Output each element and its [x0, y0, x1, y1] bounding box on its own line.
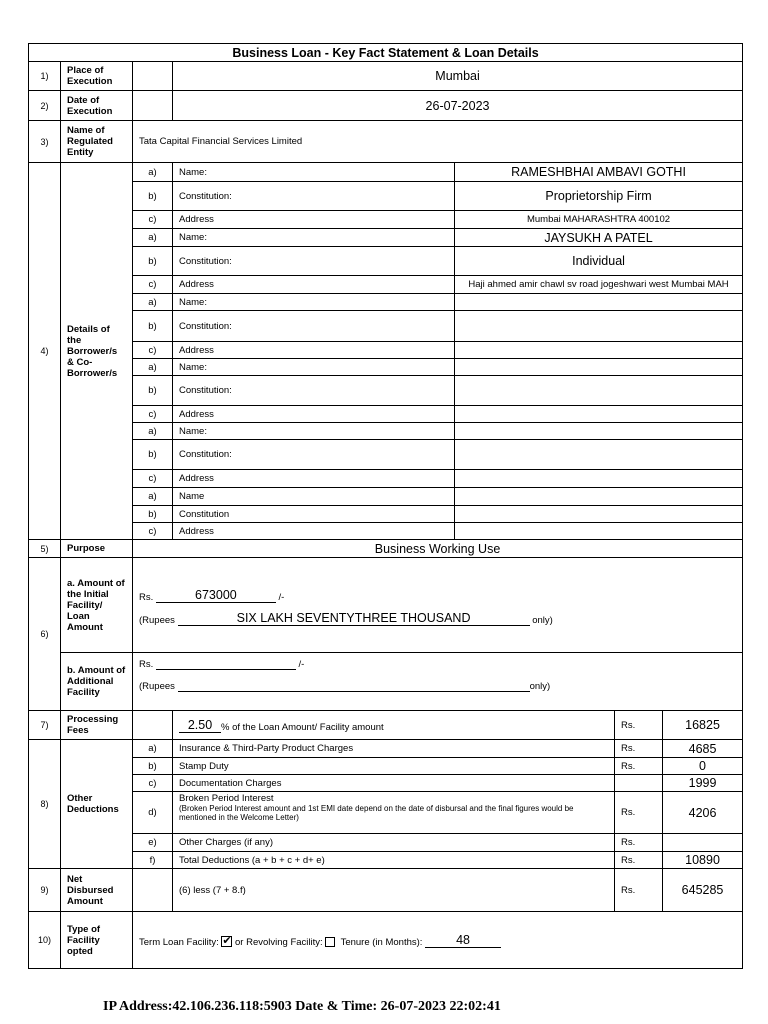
documentation-charges-amount: 1999	[663, 775, 743, 792]
borrower-4-constitution-row: b) Constitution:	[29, 376, 743, 406]
borrower-3-constitution	[455, 311, 743, 342]
borrower-2-constitution: Individual	[455, 247, 743, 276]
row-number: 7)	[29, 711, 61, 740]
borrower-6-name-row: a) Name	[29, 488, 743, 506]
date-of-execution-value: 26-07-2023	[173, 91, 743, 121]
row-label: Purpose	[61, 540, 133, 558]
kfs-document	[28, 43, 742, 973]
row-additional-amount: b. Amount of Additional Facility Rs. /- (Rupees only)	[29, 653, 743, 711]
processing-fee-amount: 16825	[663, 711, 743, 740]
borrower-3-name	[455, 294, 743, 311]
borrower-4-address-row: c) Address	[29, 406, 743, 423]
borrower-1-constitution: Proprietorship Firm	[455, 182, 743, 211]
ip-timestamp-footer: IP Address:42.106.236.118:5903 Date & Time: 26-07-2023 22:02:41	[103, 999, 501, 1014]
initial-amount-words: SIX LAKH SEVENTYTHREE THOUSAND	[236, 611, 471, 625]
broken-period-interest-amount: 4206	[663, 792, 743, 834]
insurance-amount: 4685	[663, 740, 743, 758]
broken-period-note: (Broken Period Interest amount and 1st EMI date depend on the date of disbursal and the final figures would be mentioned in the Welcome Letter)	[179, 804, 574, 822]
deduction-c-row: c) Documentation Charges 1999	[29, 775, 743, 792]
borrower-3-address-row: c) Address	[29, 342, 743, 359]
borrower-2-address-row: c) Address Haji ahmed amir chawl sv road jogeshwari west Mumbai MAH	[29, 276, 743, 294]
borrower-1-name: RAMESHBHAI AMBAVI GOTHI	[455, 163, 743, 182]
tenure-value: 48	[456, 932, 471, 947]
processing-fee-percent: 2.50	[187, 717, 213, 732]
stamp-duty-amount: 0	[663, 758, 743, 775]
purpose-value: Business Working Use	[133, 540, 743, 558]
borrower-3-address	[455, 342, 743, 359]
deduction-d-row: d) Broken Period Interest (Broken Period Interest amount and 1st EMI date depend on the date of disbursal and the final figures would be mentioned in the Welcome Letter) Rs. 4206	[29, 792, 743, 834]
borrower-2-name-row: a) Name: JAYSUKH A PATEL	[29, 229, 743, 247]
row-number: 8)	[29, 740, 61, 869]
row-date-of-execution	[29, 91, 743, 121]
row-label: Other Deductions	[61, 740, 133, 869]
kfs-table	[28, 43, 743, 969]
row-label: Processing Fees	[61, 711, 133, 740]
row-number: 10)	[29, 912, 61, 969]
row-number: 4)	[29, 163, 61, 540]
deduction-b-row: b) Stamp Duty Rs. 0	[29, 758, 743, 775]
term-loan-checkbox-checked-icon[interactable]: ✔	[222, 935, 232, 948]
borrower-6-constitution-row: b) Constitution	[29, 506, 743, 523]
initial-amount-value: 673000	[195, 588, 237, 602]
borrower-2-name: JAYSUKH A PATEL	[455, 229, 743, 247]
row-label: Type of Facility opted	[61, 912, 133, 969]
borrower-1-name-row: 4) Details of the Borrower/s & Co-Borrower/s a) Name: RAMESHBHAI AMBAVI GOTHI	[29, 163, 743, 182]
row-processing-fees: 7) Processing Fees 2.50 % of the Loan Amount/ Facility amount Rs. 16825	[29, 711, 743, 740]
row-number: 5)	[29, 540, 61, 558]
row-label: Name of Regulated Entity	[61, 121, 133, 163]
borrower-6-address-row: c) Address	[29, 523, 743, 540]
row-number: 9)	[29, 869, 61, 912]
regulated-entity-value: Tata Capital Financial Services Limited	[133, 121, 743, 163]
deduction-e-row: e) Other Charges (if any) Rs.	[29, 834, 743, 852]
other-charges-amount	[663, 834, 743, 852]
additional-amount-label: b. Amount of Additional Facility	[61, 653, 133, 711]
borrower-4-name	[455, 359, 743, 376]
place-of-execution-value: Mumbai	[173, 62, 743, 91]
deduction-f-row: f) Total Deductions (a + b + c + d+ e) Rs. 10890	[29, 852, 743, 869]
row-place-of-execution	[29, 62, 743, 91]
borrower-2-constitution-row: b) Constitution: Individual	[29, 247, 743, 276]
row-facility-type: 10) Type of Facility opted Term Loan Facility: ✔ or Revolving Facility: Tenure (in Months): 48	[29, 912, 743, 969]
borrower-6-address	[455, 523, 743, 540]
deduction-a-row: 8) Other Deductions a) Insurance & Third-Party Product Charges Rs. 4685	[29, 740, 743, 758]
total-deductions-amount: 10890	[663, 852, 743, 869]
borrower-1-address-row: c) Address Mumbai MAHARASHTRA 400102	[29, 211, 743, 229]
initial-amount-label: a. Amount of the Initial Facility/ Loan Amount	[61, 558, 133, 653]
row-number: 1)	[29, 62, 61, 91]
borrower-3-constitution-row: b) Constitution:	[29, 311, 743, 342]
row-net-disbursed: 9) Net Disbursed Amount (6) less (7 + 8.f) Rs. 645285	[29, 869, 743, 912]
row-label: Details of the Borrower/s & Co-Borrower/s	[61, 163, 133, 540]
borrower-5-name	[455, 423, 743, 440]
document-title: Business Loan - Key Fact Statement & Loan Details	[29, 44, 743, 62]
borrower-4-name-row: a) Name:	[29, 359, 743, 376]
row-label: Date of Execution	[61, 91, 133, 121]
borrower-1-address: Mumbai MAHARASHTRA 400102	[455, 211, 743, 229]
borrower-6-constitution	[455, 506, 743, 523]
revolving-facility-checkbox-icon[interactable]	[325, 937, 335, 947]
borrower-5-constitution-row: b) Constitution:	[29, 440, 743, 470]
borrower-4-constitution	[455, 376, 743, 406]
row-label: Place of Execution	[61, 62, 133, 91]
row-regulated-entity	[29, 121, 743, 163]
net-disbursed-amount: 645285	[663, 869, 743, 912]
row-number: 2)	[29, 91, 61, 121]
borrower-5-address-row: c) Address	[29, 470, 743, 488]
borrower-5-address	[455, 470, 743, 488]
row-number: 3)	[29, 121, 61, 163]
borrower-2-address: Haji ahmed amir chawl sv road jogeshwari west Mumbai MAH	[455, 276, 743, 294]
borrower-3-name-row: a) Name:	[29, 294, 743, 311]
borrower-5-name-row: a) Name:	[29, 423, 743, 440]
row-number: 6)	[29, 558, 61, 711]
row-initial-amount: 6) a. Amount of the Initial Facility/ Loan Amount Rs. 673000 /- (Rupees SIX LAKH SEVENTYTHREE THOUSAND only)	[29, 558, 743, 653]
borrower-6-name	[455, 488, 743, 506]
row-purpose	[29, 540, 743, 558]
title-row	[29, 44, 743, 62]
borrower-1-constitution-row: b) Constitution: Proprietorship Firm	[29, 182, 743, 211]
row-label: Net Disbursed Amount	[61, 869, 133, 912]
borrower-5-constitution	[455, 440, 743, 470]
borrower-4-address	[455, 406, 743, 423]
